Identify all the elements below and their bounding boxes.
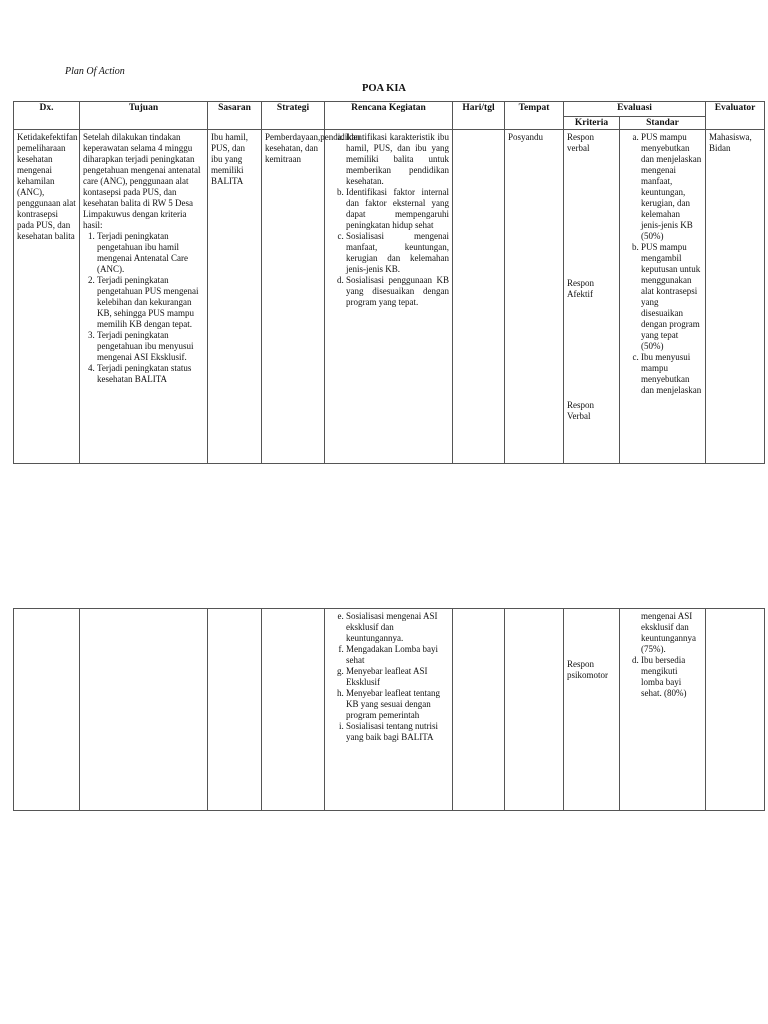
kriteria-item: Respon psikomotor bbox=[567, 659, 609, 680]
cell-evaluator-continued bbox=[706, 609, 765, 811]
rencana-list-continued bbox=[328, 611, 449, 743]
poa-table-page-2 bbox=[13, 608, 765, 811]
standar-list-continued bbox=[623, 655, 702, 699]
list-item: b. PUS mampu mengambil keputusan untuk menggunakan alat kontrasepsi yang disesuaikan dengan program yang tepat (50%) bbox=[641, 242, 702, 352]
list-item: i. Sosialisasi tentang nutrisi yang baik bagi BALITA bbox=[346, 721, 449, 743]
cell-kriteria-continued bbox=[564, 609, 620, 811]
list-item: a. Identifikasi karakteristik ibu hamil, PUS, dan ibu yang memiliki balita untuk memberikan pendidikan kesehatan. bbox=[346, 132, 449, 187]
document-title: POA KIA bbox=[361, 83, 407, 94]
header-tempat: Tempat bbox=[505, 102, 564, 130]
list-item: d. Ibu bersedia mengikuti lomba bayi sehat. (80%) bbox=[641, 655, 702, 699]
kriteria-item: Respon Afektif bbox=[567, 278, 594, 299]
cell-dx: Ketidakefektifan pemeliharaan kesehatan mengenai kehamilan (ANC), penggunaan alat kontrasepsi pada PUS, dan kesehatan balita bbox=[14, 130, 80, 464]
list-item: c. Sosialisasi mengenai manfaat, keuntungan, kerugian dan kelemahan jenis-jenis KB. bbox=[346, 231, 449, 275]
header-rencana-kegiatan: Rencana Kegiatan bbox=[325, 102, 453, 130]
list-item: e. Sosialisasi mengenai ASI eksklusif dan keuntungannya. bbox=[346, 611, 449, 644]
cell-rencana-kegiatan-continued bbox=[325, 609, 453, 811]
header-strategi: Strategi bbox=[262, 102, 325, 130]
header-evaluator: Evaluator bbox=[706, 102, 765, 130]
list-item: d. Sosialisasi penggunaan KB yang disesuaikan dengan program yang tepat. bbox=[346, 275, 449, 308]
list-item: 1. Terjadi peningkatan pengetahuan ibu hamil mengenai Antenatal Care (ANC). bbox=[97, 231, 204, 275]
list-item: h. Menyebar leafleat tentang KB yang sesuai dengan program pemerintah bbox=[346, 688, 449, 721]
header-hari-tgl: Hari/tgl bbox=[453, 102, 505, 130]
kriteria-item: Respon Verbal bbox=[567, 400, 594, 421]
header-kriteria: Kriteria bbox=[564, 117, 620, 130]
header-dx: Dx. bbox=[14, 102, 80, 130]
header-sasaran: Sasaran bbox=[208, 102, 262, 130]
list-item: 3. Terjadi peningkatan pengetahuan ibu menyusui mengenai ASI Eksklusif. bbox=[97, 330, 204, 363]
tujuan-intro: Setelah dilakukan tindakan keperawatan selama 4 minggu diharapkan terjadi peningkatan pengetahuan mengenai antenatal care (ANC), penggunaan alat kontasepsi pada PUS, dan kesehatan balita di RW 5 Desa Limpakuwus dengan kriteria hasil: bbox=[83, 132, 201, 230]
cell-sasaran: Ibu hamil, PUS, dan ibu yang memiliki BALITA bbox=[208, 130, 262, 464]
list-item: a. PUS mampu menyebutkan dan menjelaskan mengenai manfaat, keuntungan, kerugian, dan kelemahan jenis-jenis KB (50%) bbox=[641, 132, 702, 242]
cell-rencana-kegiatan bbox=[325, 130, 453, 464]
cell-sasaran-continued bbox=[208, 609, 262, 811]
list-item: 4. Terjadi peningkatan status kesehatan BALITA bbox=[97, 363, 204, 385]
cell-tempat: Posyandu bbox=[505, 130, 564, 464]
cell-evaluator: Mahasiswa, Bidan bbox=[706, 130, 765, 464]
poa-table-page-1 bbox=[13, 101, 765, 464]
standar-list bbox=[623, 132, 702, 396]
cell-kriteria bbox=[564, 130, 620, 464]
kriteria-item: Respon verbal bbox=[567, 132, 594, 153]
header-standar: Standar bbox=[620, 117, 706, 130]
cell-strategi-continued bbox=[262, 609, 325, 811]
tujuan-list bbox=[83, 231, 204, 385]
cell-hari-tgl-continued bbox=[453, 609, 505, 811]
list-item: 2. Terjadi peningkatan pengetahuan PUS mengenai kelebihan dan kekurangan KB, sehingga PUS mampu memilih KB dengan tepat. bbox=[97, 275, 204, 330]
cell-dx-continued bbox=[14, 609, 80, 811]
header-tujuan: Tujuan bbox=[80, 102, 208, 130]
plan-of-action-label: Plan Of Action bbox=[65, 66, 125, 77]
header-evaluasi: Evaluasi bbox=[564, 102, 706, 117]
list-item: g. Menyebar leafleat ASI Eksklusif bbox=[346, 666, 449, 688]
cell-strategi: Pemberdayaan,pendidikan kesehatan, dan kemitraan bbox=[262, 130, 325, 464]
list-item: c. Ibu menyusui mampu menyebutkan dan menjelaskan bbox=[641, 352, 702, 396]
cell-tujuan-continued bbox=[80, 609, 208, 811]
cell-tujuan bbox=[80, 130, 208, 464]
cell-standar bbox=[620, 130, 706, 464]
cell-hari-tgl bbox=[453, 130, 505, 464]
cell-tempat-continued bbox=[505, 609, 564, 811]
list-item: b. Identifikasi faktor internal dan faktor eksternal yang dapat mempengaruhi peningkatan hidup sehat bbox=[346, 187, 449, 231]
standar-continuation: mengenai ASI eksklusif dan keuntungannya (75%). bbox=[641, 611, 696, 654]
list-item: f. Mengadakan Lomba bayi sehat bbox=[346, 644, 449, 666]
cell-standar-continued bbox=[620, 609, 706, 811]
rencana-list bbox=[328, 132, 449, 308]
